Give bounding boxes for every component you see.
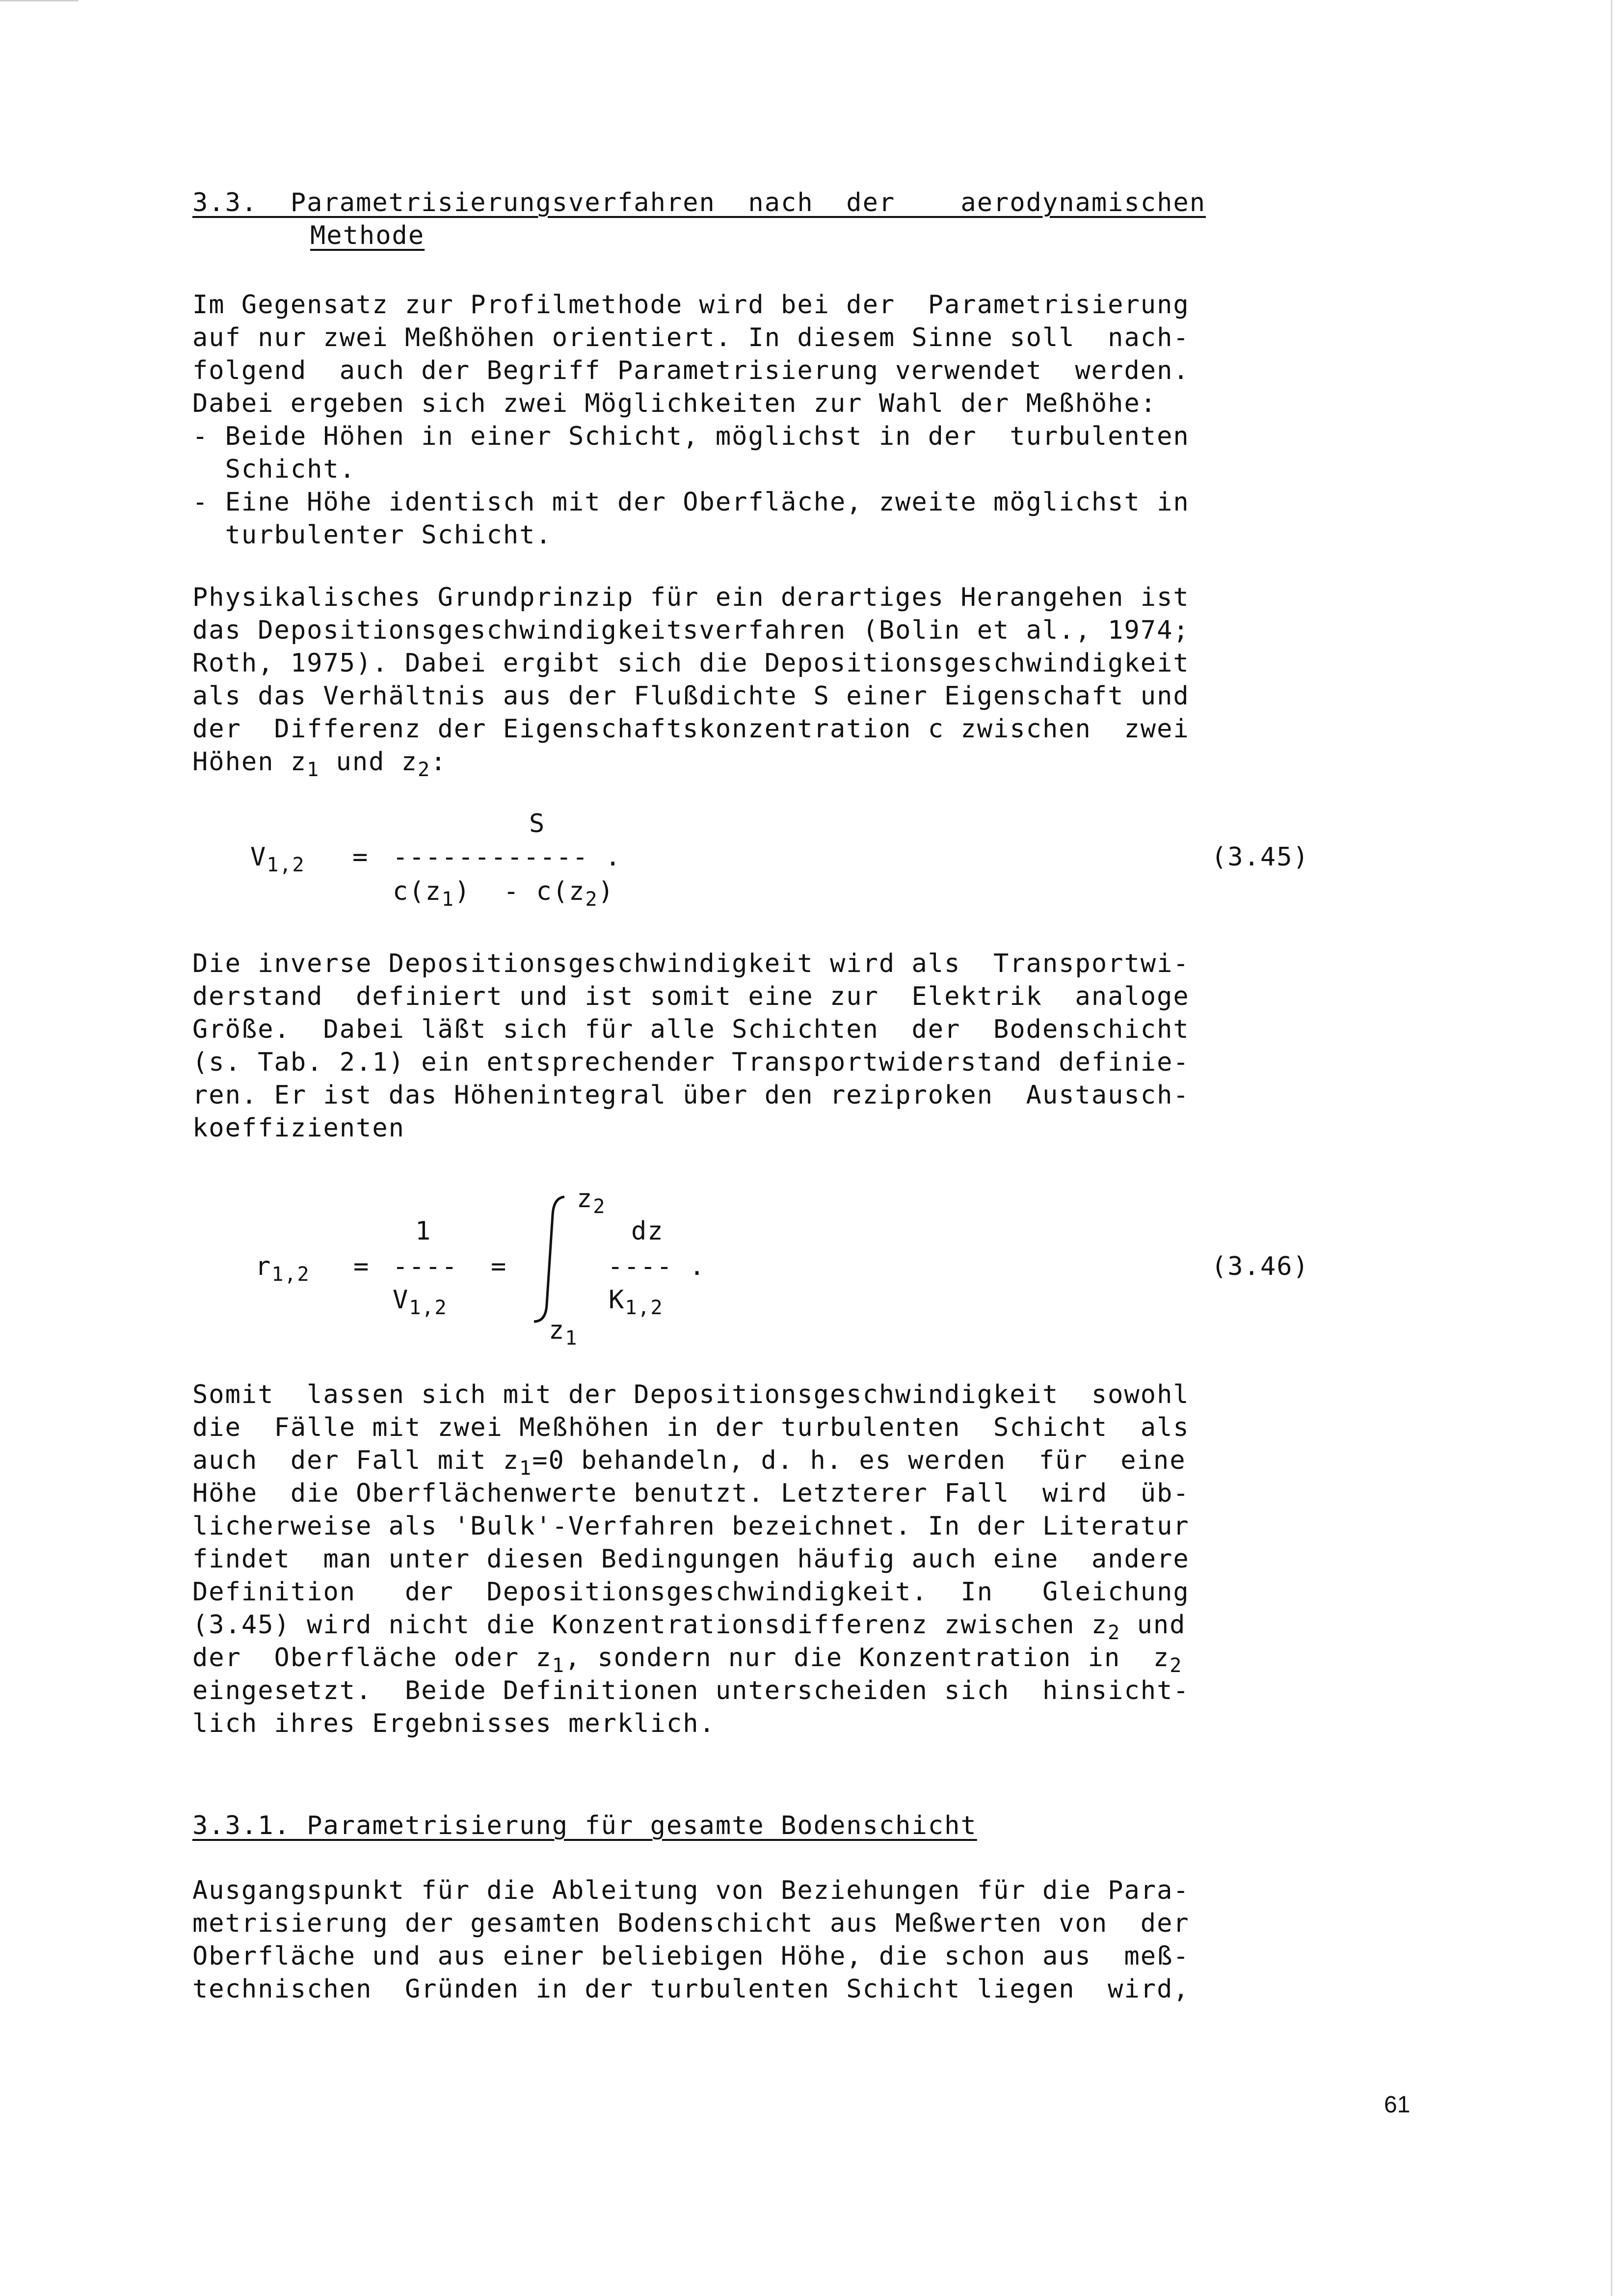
integral-sign-icon (530, 1193, 569, 1325)
eq-denominator-k: $K_{1,2}$ (609, 1285, 664, 1319)
eq-upper-limit: $z_2$ (577, 1184, 606, 1218)
text-line: Höhe die Oberflächenwerte benutzt. Letzterer Fall wird üb- (192, 1479, 1190, 1508)
text-line: Höhen $z_1$ und $z_2$: (192, 747, 447, 781)
text-line: derstand definiert und ist somit eine zur Elektrik analoge (192, 982, 1190, 1011)
text-line: die Fälle mit zwei Meßhöhen in der turbulenten Schicht als (192, 1413, 1190, 1442)
eq-fraction-bar-2: ---- . (608, 1252, 706, 1281)
text-line: Größe. Dabei läßt sich für alle Schichten der Bodenschicht (192, 1015, 1190, 1044)
eq-fraction-bar-1: ---- (393, 1252, 458, 1281)
paragraph-1 (192, 289, 1405, 552)
text-line: als das Verhältnis aus der Flußdichte S einer Eigenschaft und (192, 681, 1190, 711)
text-line: turbulenter Schicht. (192, 520, 552, 550)
text-line: - Eine Höhe identisch mit der Oberfläche, zweite möglichst in (192, 487, 1190, 517)
text-line: Somit lassen sich mit der Depositionsgeschwindigkeit sowohl (192, 1380, 1190, 1409)
text-line: - Beide Höhen in einer Schicht, möglichst in der turbulenten (192, 422, 1190, 451)
text-line: lich ihres Ergebnisses merklich. (192, 1709, 716, 1738)
eq-fraction-bar: ------------ . (393, 842, 622, 872)
text-line: auch der Fall mit $z_1=0$ behandeln, d. h. es werden für eine (192, 1446, 1186, 1480)
paragraph-5 (192, 1874, 1405, 2006)
eq-dz: dz (631, 1216, 664, 1246)
eq-numerator-one: 1 (415, 1216, 432, 1246)
text-line: der Differenz der Eigenschaftskonzentration c zwischen zwei (192, 714, 1190, 744)
text-line: licherweise als 'Bulk'-Verfahren bezeichnet. In der Literatur (192, 1512, 1190, 1541)
text-line: (3.45) wird nicht die Konzentrationsdifferenz zwischen $z_2$ und (192, 1610, 1186, 1644)
eq-lower-limit: $z_1$ (549, 1316, 578, 1350)
text-line: Definition der Depositionsgeschwindigkeit. In Gleichung (192, 1577, 1190, 1607)
text-line: Im Gegensatz zur Profilmethode wird bei der Parametrisierung (192, 290, 1190, 320)
text-line: folgend auch der Begriff Parametrisierung verwendet werden. (192, 356, 1190, 385)
text-line: Schicht. (192, 455, 356, 484)
section-heading-line-2: Methode (310, 221, 425, 250)
text-line: auf nur zwei Meßhöhen orientiert. In diesem Sinne soll nach- (192, 323, 1190, 352)
eq-equals: = (352, 842, 369, 872)
eq-numerator: S (529, 809, 546, 838)
text-line: ren. Er ist das Höhenintegral über den reziproken Austausch- (192, 1080, 1190, 1110)
text-line: Oberfläche und aus einer beliebigen Höhe, die schon aus meß- (192, 1942, 1190, 1971)
text-line: (s. Tab. 2.1) ein entsprechender Transportwiderstand definie- (192, 1048, 1190, 1077)
paragraph-4 (192, 1378, 1405, 1740)
text-line: der Oberfläche oder $z_1$, sondern nur die Konzentration in $z_2$ (192, 1643, 1183, 1677)
text-line: findet man unter diesen Bedingungen häufig auch eine andere (192, 1544, 1190, 1574)
text-line: Die inverse Depositionsgeschwindigkeit wird als Transportwi- (192, 949, 1190, 978)
text-line: koeffizienten (192, 1113, 405, 1143)
section-heading-line-1: 3.3. Parametrisierungsverfahren nach der aerodynamischen (192, 188, 1206, 217)
eq-equals: = (353, 1252, 370, 1281)
eq-denominator-v: $V_{1,2}$ (393, 1285, 448, 1319)
text-line: metrisierung der gesamten Bodenschicht aus Meßwerten von der (192, 1909, 1190, 1938)
text-line: Dabei ergeben sich zwei Möglichkeiten zur Wahl der Meßhöhe: (192, 389, 1157, 418)
text-line: technischen Gründen in der turbulenten Schicht liegen wird, (192, 1974, 1190, 2004)
scan-edge-right (1611, 0, 1612, 2296)
equation-number: (3.46) (1211, 1252, 1309, 1281)
scan-edge-top (0, 0, 79, 1)
subsection-heading (192, 1810, 1405, 1842)
text-line: das Depositionsgeschwindigkeitsverfahren (Bolin et al., 1974; (192, 616, 1190, 645)
section-heading (192, 187, 1405, 252)
eq-equals-2: = (491, 1252, 507, 1281)
eq-lhs: $V_{1,2}$ (250, 842, 305, 876)
equation-number: (3.45) (1211, 842, 1309, 872)
page-number: 61 (1384, 2092, 1410, 2118)
eq-lhs: $r_{1,2}$ (255, 1252, 310, 1286)
text-line: eingesetzt. Beide Definitionen unterscheiden sich hinsicht- (192, 1676, 1190, 1705)
paragraph-3 (192, 947, 1405, 1145)
paragraph-2 (192, 581, 1405, 779)
text-line: Ausgangspunkt für die Ableitung von Beziehungen für die Para- (192, 1876, 1190, 1905)
text-line: Physikalisches Grundprinzip für ein derartiges Herangehen ist (192, 583, 1190, 612)
text-line: Roth, 1975). Dabei ergibt sich die Depositionsgeschwindigkeit (192, 648, 1190, 678)
subsection-heading-text: 3.3.1. Parametrisierung für gesamte Bodenschicht (192, 1811, 977, 1840)
eq-denominator: $c(z_1) - c(z_2)$ (393, 877, 614, 911)
